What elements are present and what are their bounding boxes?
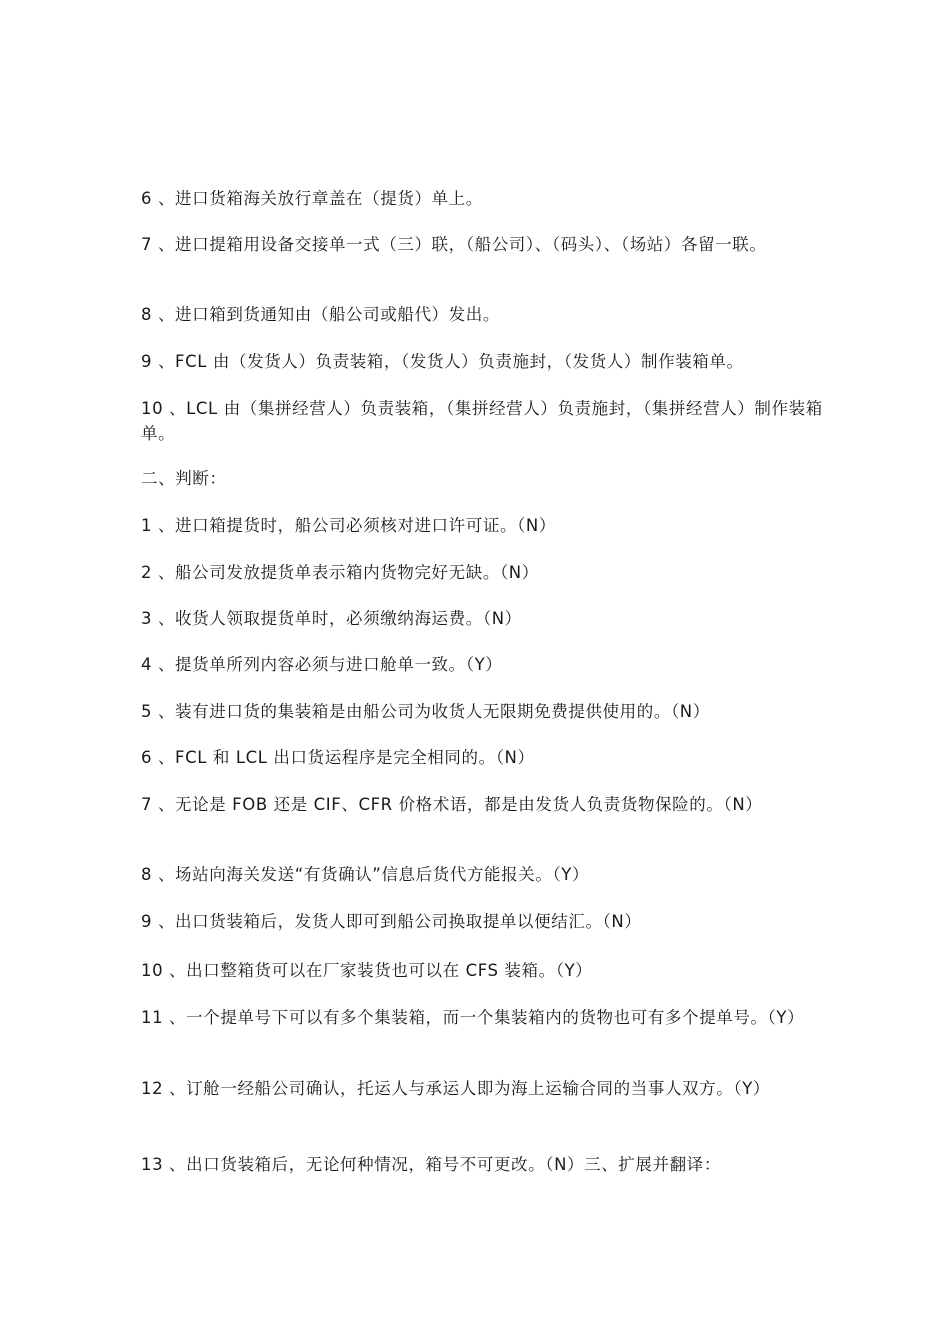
paragraph-fill-9: 9 、FCL 由（发货人）负责装箱，（发货人）负责施封，（发货人）制作装箱单。 [141,352,744,371]
judgment-item-10: 10 、出口整箱货可以在厂家装货也可以在 CFS 装箱。（Y） [141,961,593,980]
judgment-item-4: 4 、提货单所列内容必须与进口舱单一致。（Y） [141,655,503,674]
judgment-item-1: 1 、进口箱提货时，船公司必须核对进口许可证。（N） [141,516,556,535]
section-heading-judgment: 二、判断： [141,469,227,488]
judgment-item-3: 3 、收货人领取提货单时，必须缴纳海运费。（N） [141,609,522,628]
judgment-item-8: 8 、场站向海关发送“有货确认”信息后货代方能报关。（Y） [141,865,590,884]
judgment-item-7: 7 、无论是 FOB 还是 CIF、CFR 价格术语，都是由发货人负责货物保险的。（N） [141,795,763,814]
paragraph-fill-8: 8 、进口箱到货通知由（船公司或船代）发出。 [141,305,500,324]
judgment-item-2: 2 、船公司发放提货单表示箱内货物完好无缺。（N） [141,563,539,582]
paragraph-fill-6: 6 、进口货箱海关放行章盖在（提货）单上。 [141,189,483,208]
paragraph-fill-10: 10 、LCL 由（集拼经营人）负责装箱，（集拼经营人）负责施封，（集拼经营人）制作装箱单。 [141,399,823,443]
paragraph-fill-7: 7 、进口提箱用设备交接单一式（三）联，（船公司）、（码头）、（场站）各留一联。 [141,235,767,254]
judgment-item-5: 5 、装有进口货的集装箱是由船公司为收货人无限期免费提供使用的。（N） [141,702,710,721]
judgment-item-6: 6 、FCL 和 LCL 出口货运程序是完全相同的。（N） [141,748,535,767]
judgment-item-12: 12 、订舱一经船公司确认，托运人与承运人即为海上运输合同的当事人双方。（Y） [141,1079,770,1098]
judgment-item-11: 11 、一个提单号下可以有多个集装箱，而一个集装箱内的货物也可有多个提单号。（Y） [141,1008,805,1027]
judgment-item-9: 9 、出口货装箱后，发货人即可到船公司换取提单以便结汇。（N） [141,912,642,931]
judgment-item-13: 13 、出口货装箱后，无论何种情况，箱号不可更改。（N）三、扩展并翻译： [141,1155,721,1174]
